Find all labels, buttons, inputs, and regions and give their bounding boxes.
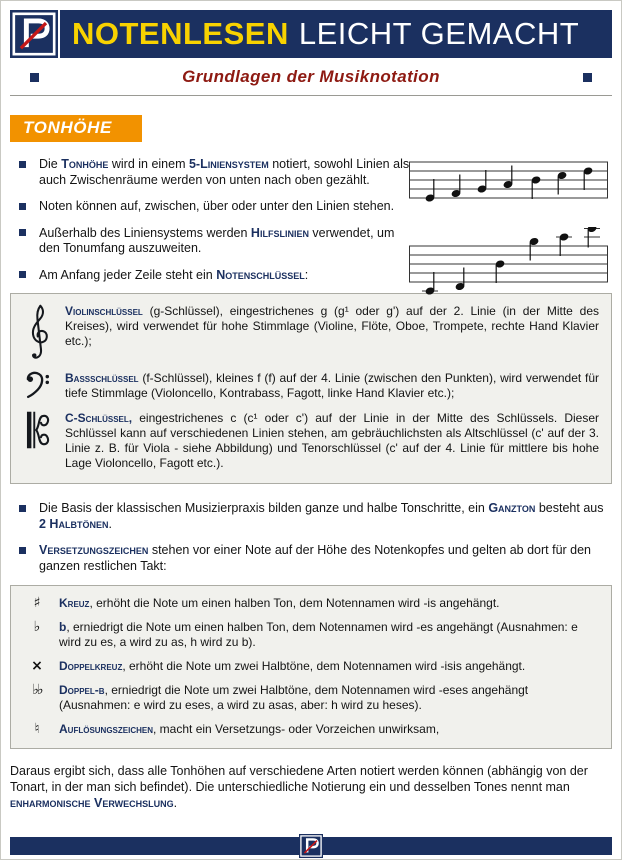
flat-icon: ♭ (33, 619, 41, 635)
header-divider (58, 10, 60, 58)
title-rest: LEICHT GEMACHT (298, 16, 580, 51)
double-flat-icon: ♭♭ (32, 682, 42, 698)
clef-item (23, 371, 599, 401)
bullet-item (10, 501, 612, 532)
treble-clef-icon (23, 303, 53, 361)
bullet-marker-icon (19, 271, 26, 278)
clef-box (10, 293, 612, 484)
intro-section (10, 157, 612, 285)
bullet-marker-icon (19, 547, 26, 554)
publisher-logo-icon (10, 10, 58, 58)
bullet-text: Am Anfang jeder Zeile steht ein Notenschlüssel: (39, 267, 309, 282)
bass-clef-icon (23, 370, 53, 399)
accidental-item (23, 659, 599, 674)
accidental-description: Doppelkreuz, erhöht die Note um zwei Halbtöne, dem Notennamen wird -isis angehängt. (59, 659, 526, 673)
decor-square-right (583, 73, 592, 82)
bullet-marker-icon (19, 203, 26, 210)
bullet-item (10, 199, 412, 215)
closing-paragraph: Daraus ergibt sich, dass alle Tonhöhen auf verschiedene Arten notiert werden können (abhängig von der Tonart, in der man sich befindet). Die unterschiedliche Notierung ein und desselben Tones nennt man enharmonische Verwechslung. (10, 764, 588, 810)
double-sharp-icon: × (31, 658, 43, 674)
publisher-logo-small-icon (299, 834, 323, 858)
section-badge-tonhoehe: TONHÖHE (10, 115, 142, 142)
footer-bar (10, 837, 612, 855)
header-bar (10, 10, 612, 58)
accidental-item (23, 596, 599, 611)
bullet-marker-icon (19, 161, 26, 168)
accidental-item (23, 722, 599, 737)
bullet-marker-icon (19, 505, 26, 512)
bullet-item (10, 157, 412, 188)
natural-icon: ♮ (34, 721, 40, 737)
bullet-item (10, 543, 612, 574)
staff-ledger-lines-image (408, 227, 610, 295)
bullet-item (10, 226, 412, 257)
accidental-description: Auflösungszeichen, macht ein Versetzungs- oder Vorzeichen unwirksam, (59, 722, 440, 736)
middle-bullet-list (10, 501, 612, 574)
bullet-text: Versetzungszeichen stehen vor einer Note auf der Höhe des Notenkopfes und gelten ab dort für den ganzen restlichen Takt: (39, 543, 592, 573)
publisher-logo (10, 10, 58, 58)
clef-description: C-Schlüssel, eingestrichenes c (c¹ oder c') auf der Linie in der Mitte des Schlüssels. Dieser Schlüssel kann auf verschiedenen Linien stehen, am gebräuchlichsten als Altschlüssel (c' auf der 3. Linie z. B. für Viola - siehe Abbildung) und Tenorschlüssel (c' auf der 4. Linie für mittlere bis hohe Lage Violoncello, Fagott etc.). (65, 411, 599, 470)
bullet-text: Außerhalb des Liniensystems werden Hilfslinien verwendet, um den Tonumfang auszuweiten. (39, 225, 395, 255)
clef-description: Bassschlüssel (f-Schlüssel), kleines f (f) auf der 4. Linie (zwischen den Punkten), wird verwendet für tiefe Stimmlage (Violoncello, Kontrabass, Fagott, linke Hand Klavier etc.); (65, 371, 599, 400)
clef-description: Violinschlüssel (g-Schlüssel), eingestrichenes g (g¹ oder g') auf der 2. Linie (in der Mitte des Kreises), wird verwendet für hohe Stimmlage (Violine, Flöte, Oboe, Trompete, rechte Hand Klavier etc.); (65, 304, 599, 348)
intro-bullet-list (10, 157, 412, 283)
subtitle: Grundlagen der Musiknotation (182, 67, 440, 86)
subtitle-row (10, 66, 612, 88)
accidentals-box (10, 585, 612, 749)
sharp-icon: ♯ (33, 595, 41, 611)
alto-clef-icon (23, 410, 53, 450)
bullet-text: Die Basis der klassischen Musizierpraxis bilden ganze und halbe Tonschritte, ein Ganzton besteht aus 2 Halbtönen. (39, 501, 604, 531)
bullet-item (10, 268, 412, 284)
clef-item (23, 411, 599, 471)
staff-notes-image (408, 157, 610, 205)
decor-square-left (30, 73, 39, 82)
clef-item (23, 304, 599, 361)
horizontal-rule (10, 95, 612, 96)
accidental-item (23, 683, 599, 713)
accidental-item (23, 620, 599, 650)
title-highlight: NOTENLESEN (72, 16, 289, 51)
page-title (72, 16, 579, 52)
accidental-description: Doppel-b, erniedrigt die Note um zwei Halbtöne, dem Notennamen wird -eses angehängt (Ausnahmen: e wird zu eses, a wird zu asas, aber: h wird zu heses). (59, 683, 529, 712)
bullet-marker-icon (19, 229, 26, 236)
accidental-description: Kreuz, erhöht die Note um einen halben Ton, dem Notennamen wird -is angehängt. (59, 596, 500, 610)
bullet-text: Noten können auf, zwischen, über oder unter den Linien stehen. (39, 199, 395, 213)
bullet-text: Die Tonhöhe wird in einem 5-Liniensystem notiert, sowohl Linien als auch Zwischenräume werden von unten nach oben gezählt. (39, 157, 410, 187)
accidental-description: b, erniedrigt die Note um einen halben Ton, dem Notennamen wird -es angehängt (Ausnahmen: e wird zu es, a wird zu as, h wird zu b). (59, 620, 578, 649)
